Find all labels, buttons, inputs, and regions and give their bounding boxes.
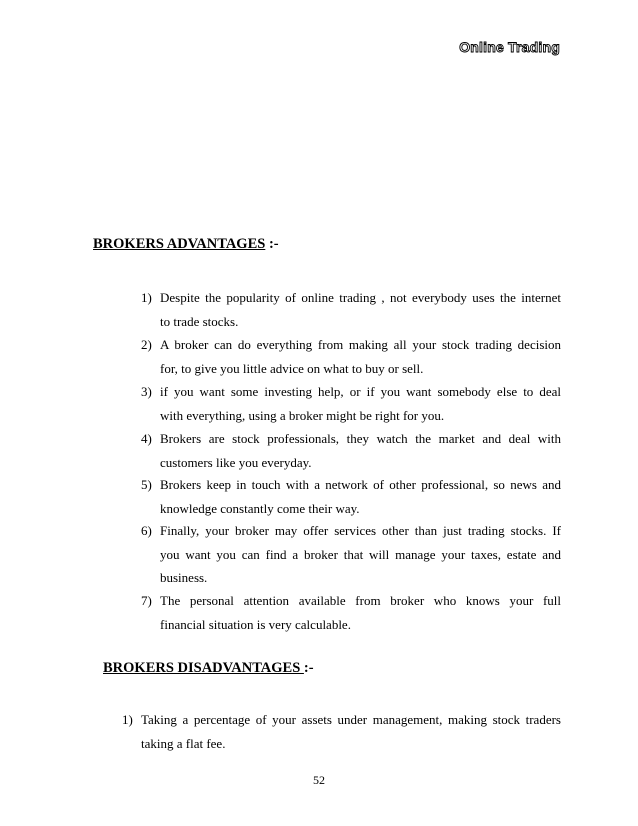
disadvantages-heading-text: BROKERS DISADVANTAGES [103, 660, 304, 676]
list-item-text-cont: financial situation is very calculable. [160, 616, 351, 632]
list-item-number: 6) [141, 523, 152, 538]
list-item-text: Taking a percentage of your assets under management, making stock traders [141, 712, 561, 727]
list-item [141, 473, 561, 520]
list-item-number: 7) [141, 593, 152, 608]
header-title: Online Trading [459, 39, 560, 55]
list-item-text-cont: taking a flat fee. [141, 735, 226, 751]
list-item-number: 5) [141, 477, 152, 492]
list-item-number: 4) [141, 431, 152, 446]
list-item-text-cont: knowledge constantly come their way. [160, 500, 360, 516]
list-item [141, 333, 561, 380]
list-item-text: Brokers keep in touch with a network of other professional, so news and [160, 477, 561, 492]
page-number: 52 [313, 773, 325, 787]
list-item-text-cont: to trade stocks. [160, 313, 239, 329]
list-item [141, 286, 561, 333]
list-item-text: if you want some investing help, or if you want somebody else to deal [160, 384, 561, 399]
list-item-number: 1) [122, 712, 133, 727]
list-item [122, 708, 561, 755]
advantages-heading-text: BROKERS ADVANTAGES [93, 236, 266, 252]
list-item-text: Finally, your broker may offer services other than just trading stocks. If [160, 523, 561, 538]
list-item [141, 427, 561, 474]
list-item [141, 380, 561, 427]
list-item-text-cont: customers like you everyday. [160, 454, 312, 470]
advantages-heading [93, 236, 279, 253]
disadvantages-heading [103, 660, 314, 677]
list-item [141, 589, 561, 636]
list-item-text: The personal attention available from broker who knows your full [160, 593, 561, 608]
advantages-heading-suffix: :- [265, 236, 279, 252]
list-item-text-cont: you want you can find a broker that will manage your taxes, estate and [160, 546, 561, 562]
list-item-number: 3) [141, 384, 152, 399]
list-item-number: 2) [141, 337, 152, 352]
list-item-text: A broker can do everything from making all your stock trading decision [160, 337, 561, 352]
list-item [141, 519, 561, 590]
list-item-text-cont: with everything, using a broker might be right for you. [160, 407, 445, 423]
list-item-text: Brokers are stock professionals, they watch the market and deal with [160, 431, 561, 446]
list-item-text-cont: for, to give you little advice on what to buy or sell. [160, 360, 424, 376]
list-item-text-cont: business. [160, 570, 208, 585]
disadvantages-heading-suffix: :- [303, 660, 314, 676]
list-item-text: Despite the popularity of online trading , not everybody uses the internet [160, 290, 561, 305]
list-item-number: 1) [141, 290, 152, 305]
